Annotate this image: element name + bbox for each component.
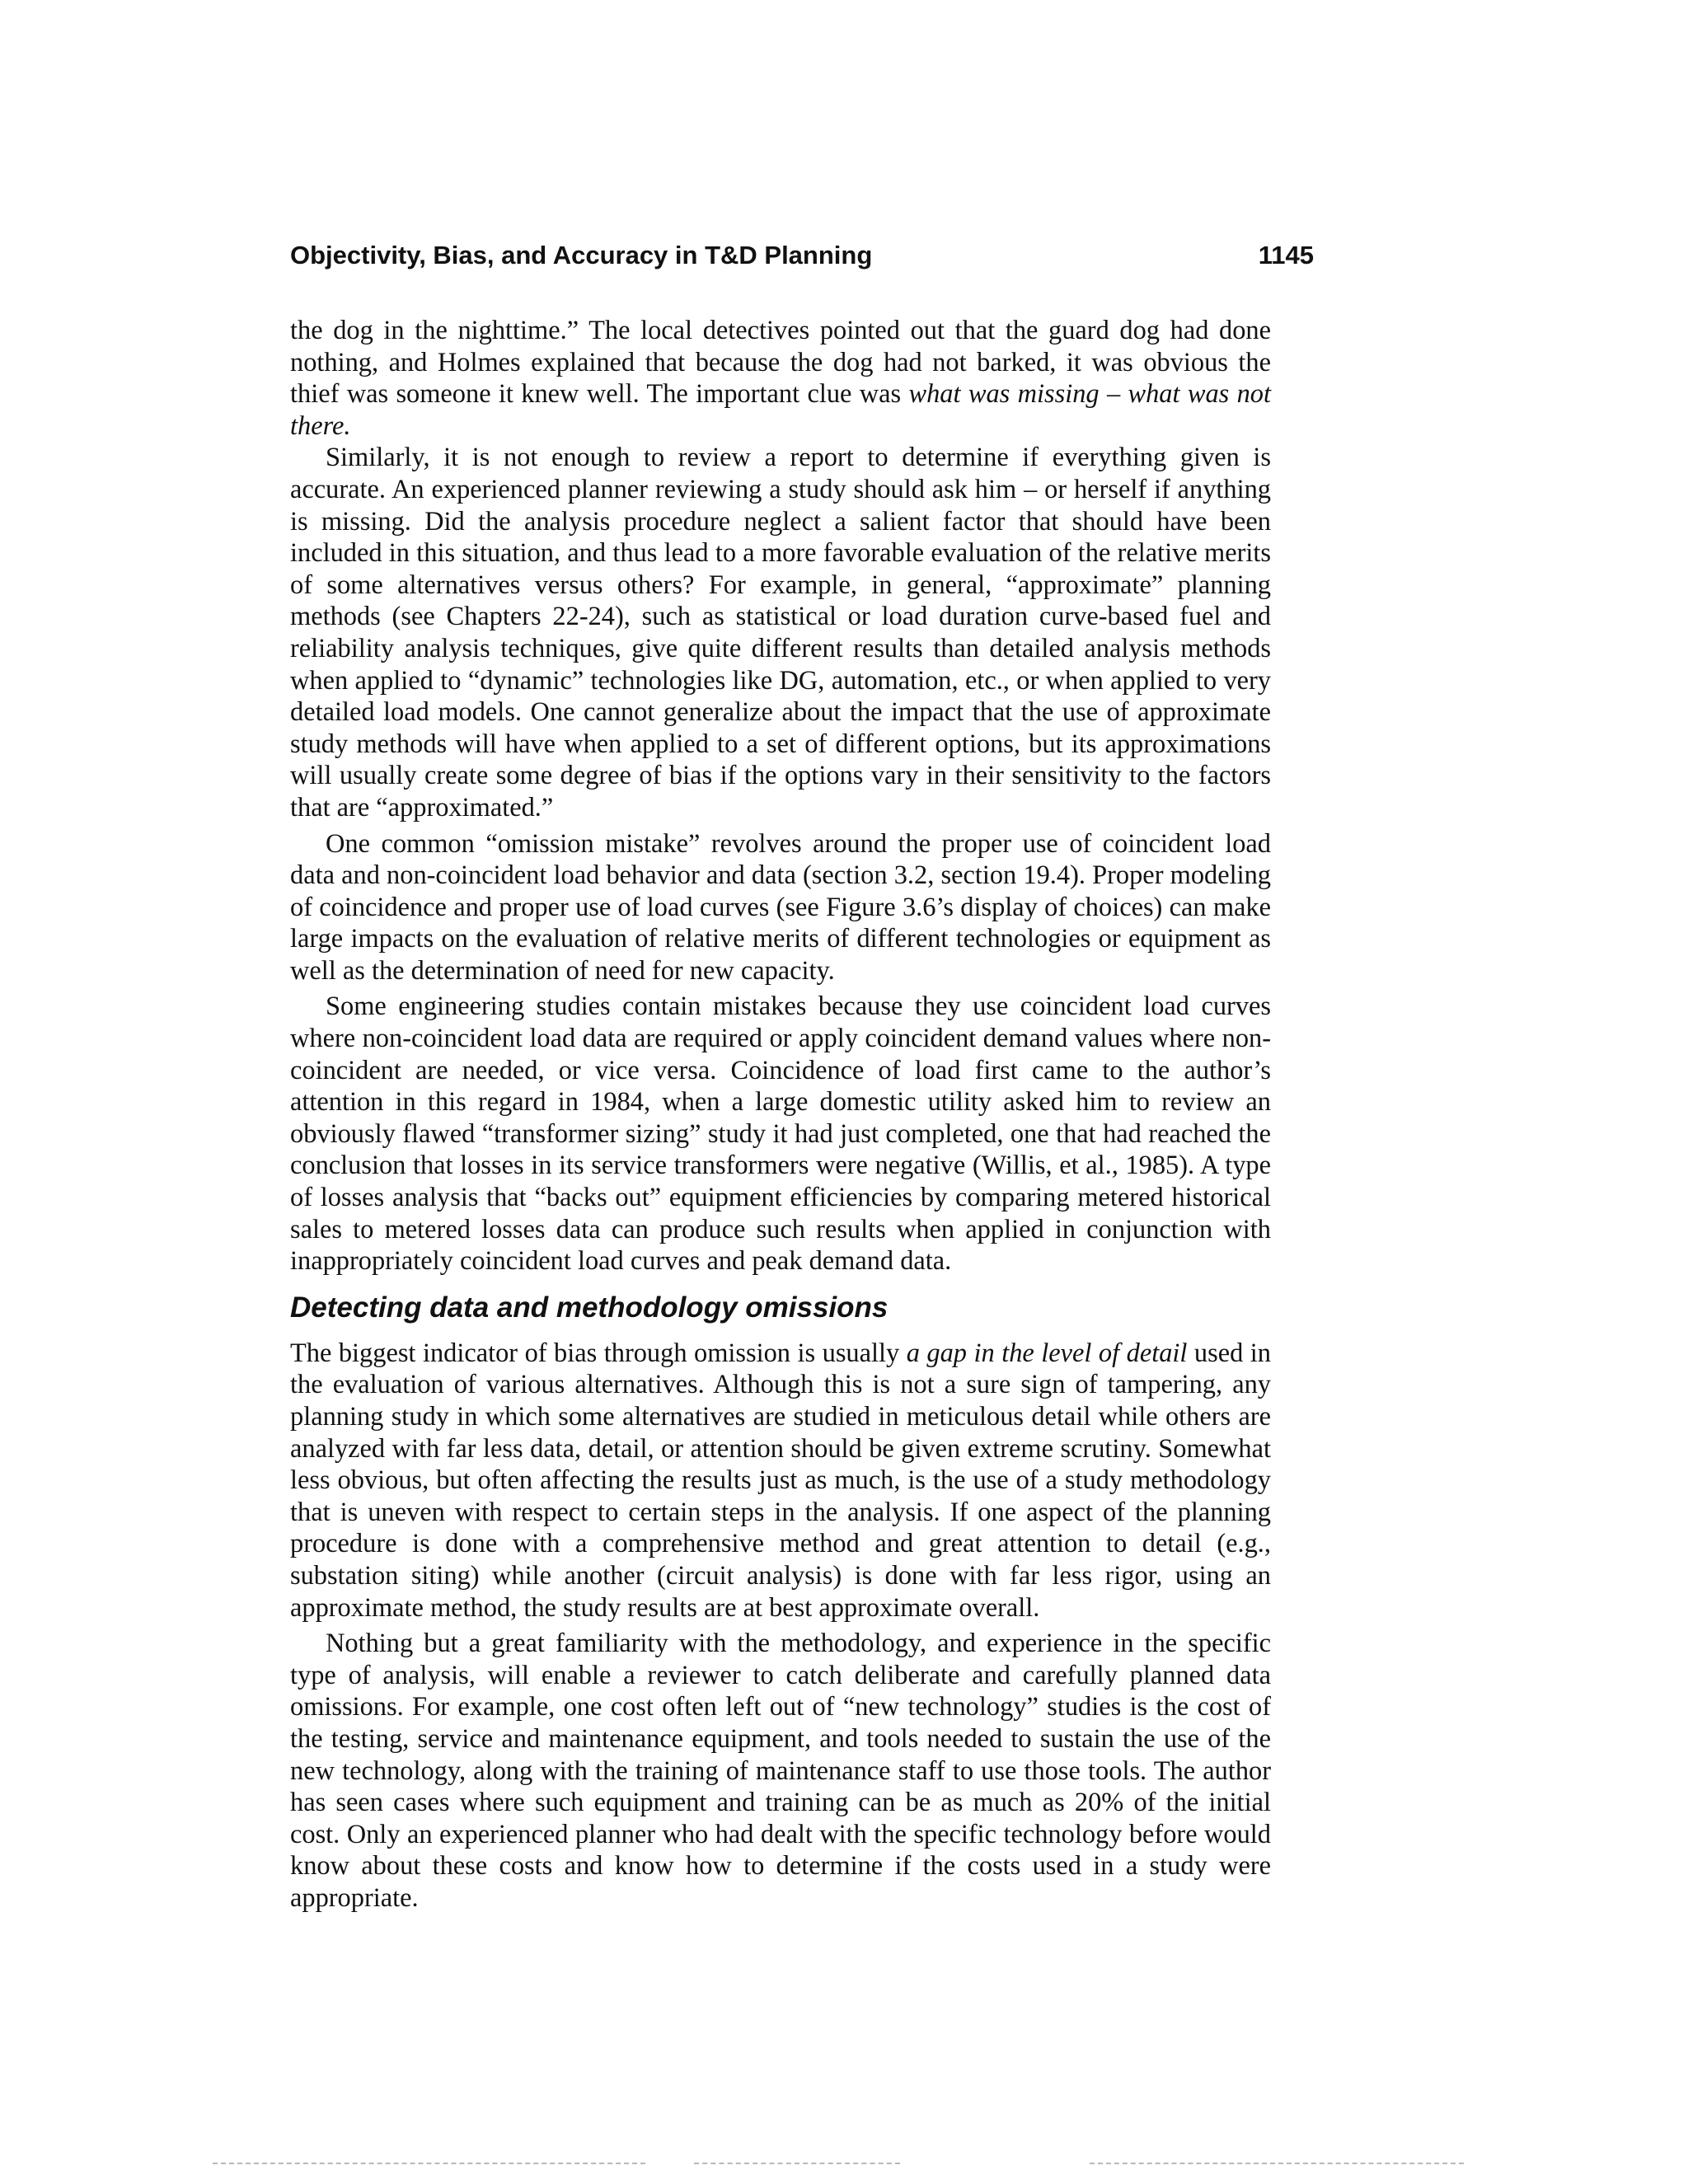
- scan-artifact-line: [694, 2163, 900, 2164]
- paragraph: Similarly, it is not enough to review a report to determine if everything given is accurate. An experienced planner reviewing a study should ask him – or herself if anything is missing. Did the analysis procedure neglect a salient factor that should have been included in this situation, and thus lead to a more favorable evaluation of the relative merits of some alternatives versus others? For example, in general, “approximate” planning methods (see Chapters 22-24), such as statistical or load duration curve-based fuel and reliability analysis techniques, give quite different results than detailed analysis methods when applied to “dynamic” technologies like DG, automation, etc., or when applied to very detailed load models. One cannot generalize about the impact that the use of approximate study methods will have when applied to a set of different options, but its approximations will usually create some degree of bias if the options vary in their sensitivity to the factors that are “approximated.”: [290, 443, 1271, 823]
- paragraph-emphasis: a gap in the level of detail: [906, 1338, 1188, 1368]
- running-head: [290, 237, 1314, 274]
- paragraph: Nothing but a great familiarity with the methodology, and experience in the specific type of analysis, will enable a reviewer to catch deliberate and carefully planned data omissions. For example, one cost often left out of “new technology” studies is the cost of the testing, service and maintenance equipment, and tools needed to sustain the use of the new technology, along with the training of maintenance staff to use those tools. The author has seen cases where such equipment and training can be as much as 20% of the initial cost. Only an experienced planner who had dealt with the specific technology before would know about these costs and know how to determine if the costs used in a study were appropriate.: [290, 1629, 1271, 1913]
- scan-artifact-line: [213, 2163, 645, 2164]
- running-head-title: Objectivity, Bias, and Accuracy in T&D Planning: [290, 241, 873, 269]
- body-text: [290, 315, 1271, 1915]
- paragraph: [290, 1338, 1271, 1624]
- paragraph: Some engineering studies contain mistakes because they use coincident load curves where non-coincident load data are required or apply coincident demand values where non-coincident are needed, or vice versa. Coincidence of load first came to the author’s attention in this regard in 1984, when a large domestic utility asked him to review an obviously flawed “transformer sizing” study it had just completed, one that had reached the conclusion that losses in its service transformers were negative (Willis, et al., 1985). A type of losses analysis that “backs out” equipment efficiencies by comparing metered historical sales to metered losses data can produce such results when applied in conjunction with inappropriately coincident load curves and peak demand data.: [290, 991, 1271, 1277]
- page-number: 1145: [1258, 241, 1314, 269]
- paragraph-text: the dog in the nighttime.” The local detectives pointed out that the guard dog had done nothing, and Holmes explained that because the dog had not barked, it was obvious the thief was someone it knew well. The important clue was: [290, 316, 1271, 410]
- paragraph-emphasis: what was missing – what was not there.: [290, 379, 1271, 441]
- scan-artifact-line: [1090, 2163, 1464, 2164]
- paragraph: One common “omission mistake” revolves around the proper use of coincident load data and non-coincident load behavior and data (section 3.2, section 19.4). Proper modeling of coincidence and proper use of load curves (see Figure 3.6’s display of choices) can make large impacts on the evaluation of relative merits of different technologies or equipment as well as the determination of need for new capacity.: [290, 828, 1271, 986]
- paragraph-text: The biggest indicator of bias through omission is usually: [290, 1338, 907, 1368]
- paragraph-text: used in the evaluation of various alternatives. Although this is not a sure sign of tampering, any planning study in which some alternatives are studied in meticulous detail while others are analyzed with far less data, detail, or attention should be given extreme scrutiny. Somewhat less obvious, but often affecting the results just as much, is the use of a study methodology that is uneven with respect to certain steps in the analysis. If one aspect of the planning procedure is done with a comprehensive method and great attention to detail (e.g., substation siting) while another (circuit analysis) is done with far less rigor, using an approximate method, the study results are at best approximate overall.: [290, 1338, 1271, 1623]
- section-heading: Detecting data and methodology omissions: [290, 1291, 889, 1324]
- paragraph-continuation: [290, 315, 1271, 442]
